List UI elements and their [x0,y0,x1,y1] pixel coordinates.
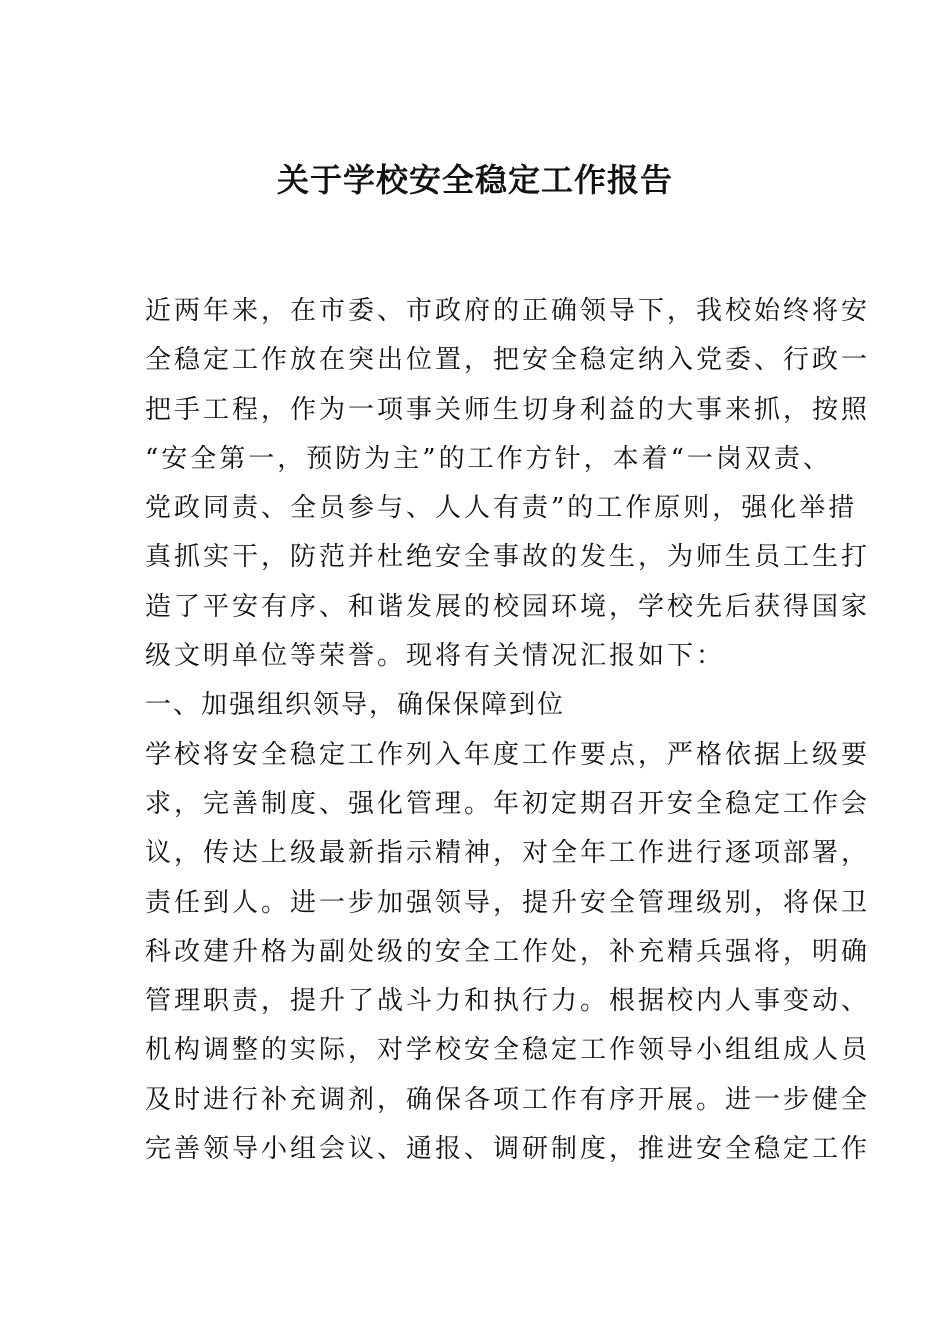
paragraph-line: 责任到人。进一步加强领导，提升安全管理级别，将保卫 [145,887,871,918]
paragraph-line: 近两年来，在市委、市政府的正确领导下，我校始终将安 [145,296,871,326]
paragraph-line: 真抓实干，防范并杜绝安全事故的发生，为师生员工生打 [145,542,871,573]
paragraph-line: 机构调整的实际，对学校安全稳定工作领导小组组成人员 [145,1035,871,1066]
paragraph-line: 全稳定工作放在突出位置，把安全稳定纳入党委、行政一 [145,345,871,376]
paragraph-line: 管理职责，提升了战斗力和执行力。根据校内人事变动、 [145,986,871,1017]
section-heading: 一、加强组织领导，确保保障到位 [145,690,566,721]
paragraph-line: 级文明单位等荣誉。现将有关情况汇报如下： [145,641,726,672]
paragraph-line: 党政同责、全员参与、人人有责”的工作原则，强化举措 [145,493,858,524]
document-title: 关于学校安全稳定工作报告 [276,161,673,199]
paragraph-line: 科改建升格为副处级的安全工作处，补充精兵强将，明确 [145,936,871,967]
paragraph-line: 议，传达上级最新指示精神，对全年工作进行逐项部署， [145,838,871,869]
paragraph-line: 把手工程，作为一项事关师生切身利益的大事来抓，按照 [145,394,871,425]
paragraph-line: 学校将安全稳定工作列入年度工作要点，严格依据上级要 [145,739,871,770]
paragraph-line: “安全第一，预防为主”的工作方针，本着“一岗双责、 [145,443,832,474]
paragraph-line: 及时进行补充调剂，确保各项工作有序开展。进一步健全 [145,1084,871,1115]
paragraph-line: 造了平安有序、和谐发展的校园环境，学校先后获得国家 [145,591,871,622]
paragraph-line: 求，完善制度、强化管理。年初定期召开安全稳定工作会 [145,788,871,819]
paragraph-line: 完善领导小组会议、通报、调研制度，推进安全稳定工作 [145,1134,871,1165]
document-body [145,287,871,1174]
